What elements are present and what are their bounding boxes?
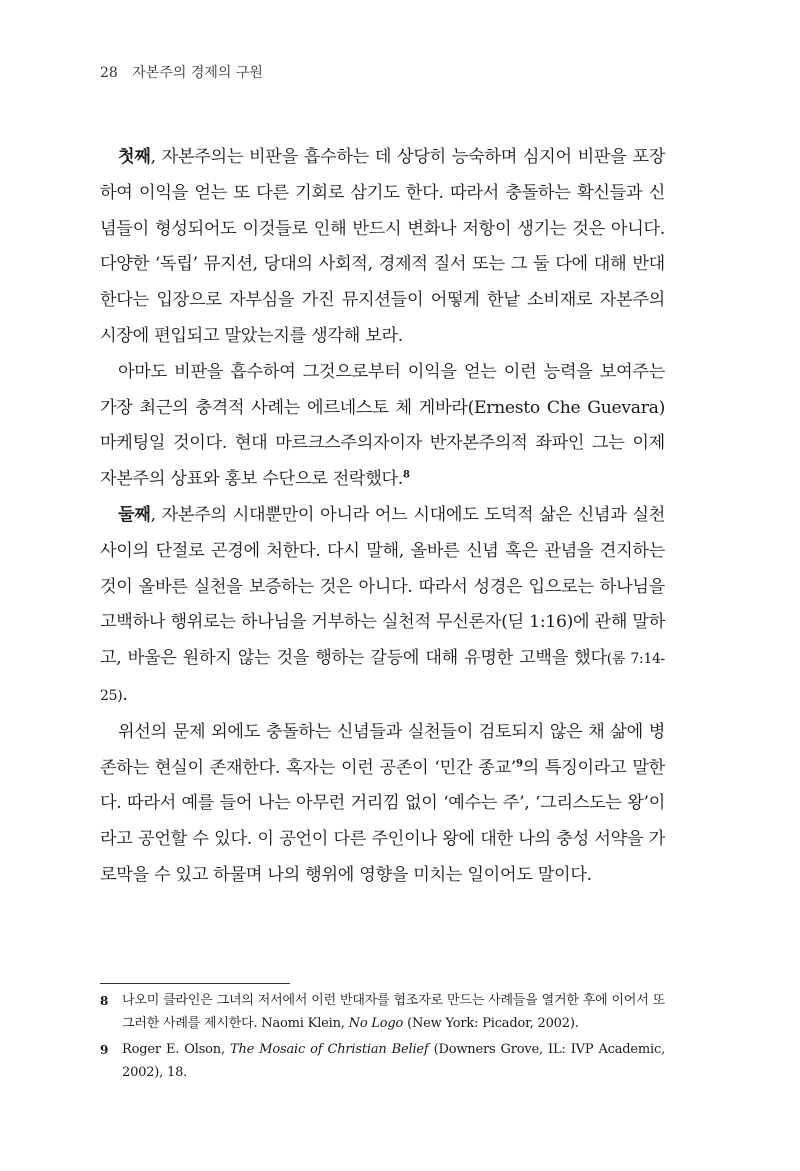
footnote-9-title: The Mosaic of Christian Belief [230,1042,429,1057]
paragraph-4 [100,715,665,894]
page-number: 28 [100,65,118,81]
footnotes [100,990,665,1088]
paragraph-4-text-a: 위선의 문제 외에도 충돌하는 신념들과 실천들이 검토되지 않은 채 삶에 병존하는 현실이 존재한다. 혹자는 이런 공존이 ‘민간 종교’ [100,721,665,778]
footnote-8-text-a: 나오미 클라인은 그녀의 저서에서 이런 반대자를 협조자로 만드는 사례들을 열거한 후에 이어서 또 그러한 사례를 제시한다. Naomi Klein, [122,993,665,1031]
paragraph-3 [100,498,665,715]
body-text [100,140,665,894]
paragraph-1 [100,140,665,355]
footnote-8-title: No Logo [348,1015,404,1031]
paragraph-2 [100,355,665,498]
paragraph-3-end: . [122,684,128,705]
paragraph-1-text: , 자본주의는 비판을 흡수하는 데 상당히 능숙하며 심지어 비판을 포장하여 이익을 얻는 또 다른 기회로 삼기도 한다. 따라서 충돌하는 확신들과 신념들이 형성되어도 이것들로 인해 반드시 변화나 저항이 생기는 것은 아니다. 다양한 ‘독립’ 뮤지션, 당대의 사회적, 경제적 질서 또는 그 둘 다에 대해 반대한다는 입장으로 자부심을 가진 뮤지션들이 어떻게 한낱 소비재로 자본주의 시장에 편입되고 말았는지를 생각해 보라. [100,147,665,346]
footnote-9-text-b: (Downers Grove, IL: IVP Academic, 2002), 18. [122,1042,665,1080]
footnote-8-text-b: (New York: Picador, 2002). [403,1015,579,1031]
paragraph-3-text: , 자본주의 시대뿐만이 아니라 어느 시대에도 도덕적 삶은 신념과 실천 사이의 단절로 곤경에 처한다. 다시 말해, 올바른 신념 혹은 관념을 견지하는 것이 올바른 실천을 보증하는 것은 아니다. 따라서 성경은 입으로는 하나님을 고백하나 행위로는 하나님을 거부하는 실천적 무신론자(딛 1:16)에 관해 말하고, 바울은 원하지 않는 것을 행하는 갈등에 대해 유명한 고백을 했다 [100,504,665,669]
paragraph-3-lead: 둘째 [118,504,151,525]
footnote-ref-9: 9 [515,757,523,769]
footnote-9 [100,1039,665,1084]
paragraph-3-ref: (롬 7:14-25) [100,651,665,704]
footnote-8 [100,990,665,1035]
footnote-9-text-a: Roger E. Olson, [122,1042,230,1057]
paragraph-1-lead: 첫째 [118,147,151,167]
footnote-divider [100,983,290,984]
running-title: 자본주의 경제의 구원 [132,65,263,81]
footnote-8-number: 8 [100,994,109,1008]
footnote-ref-8: 8 [402,469,410,481]
running-head [100,62,263,82]
footnote-9-number: 9 [100,1043,109,1057]
paragraph-4-text-b: 의 특징이라고 말한다. 따라서 예를 들어 나는 아무런 거리낌 없이 ‘예수는 주’, ‘그리스도는 왕’이라고 공언할 수 있다. 이 공언이 다른 주인이나 왕에 대한 나의 충성 서약을 가로막을 수 있고 하물며 나의 행위에 영향을 미치는 일이어도 말이다. [100,757,665,885]
paragraph-2-text: 아마도 비판을 흡수하여 그것으로부터 이익을 얻는 이런 능력을 보여주는 가장 최근의 충격적 사례는 에르네스토 체 게바라(Ernesto Che Guevara) 마케팅일 것이다. 현대 마르크스주의자이자 반자본주의적 좌파인 그는 이제 자본주의 상표와 홍보 수단으로 전락했다. [100,361,665,490]
